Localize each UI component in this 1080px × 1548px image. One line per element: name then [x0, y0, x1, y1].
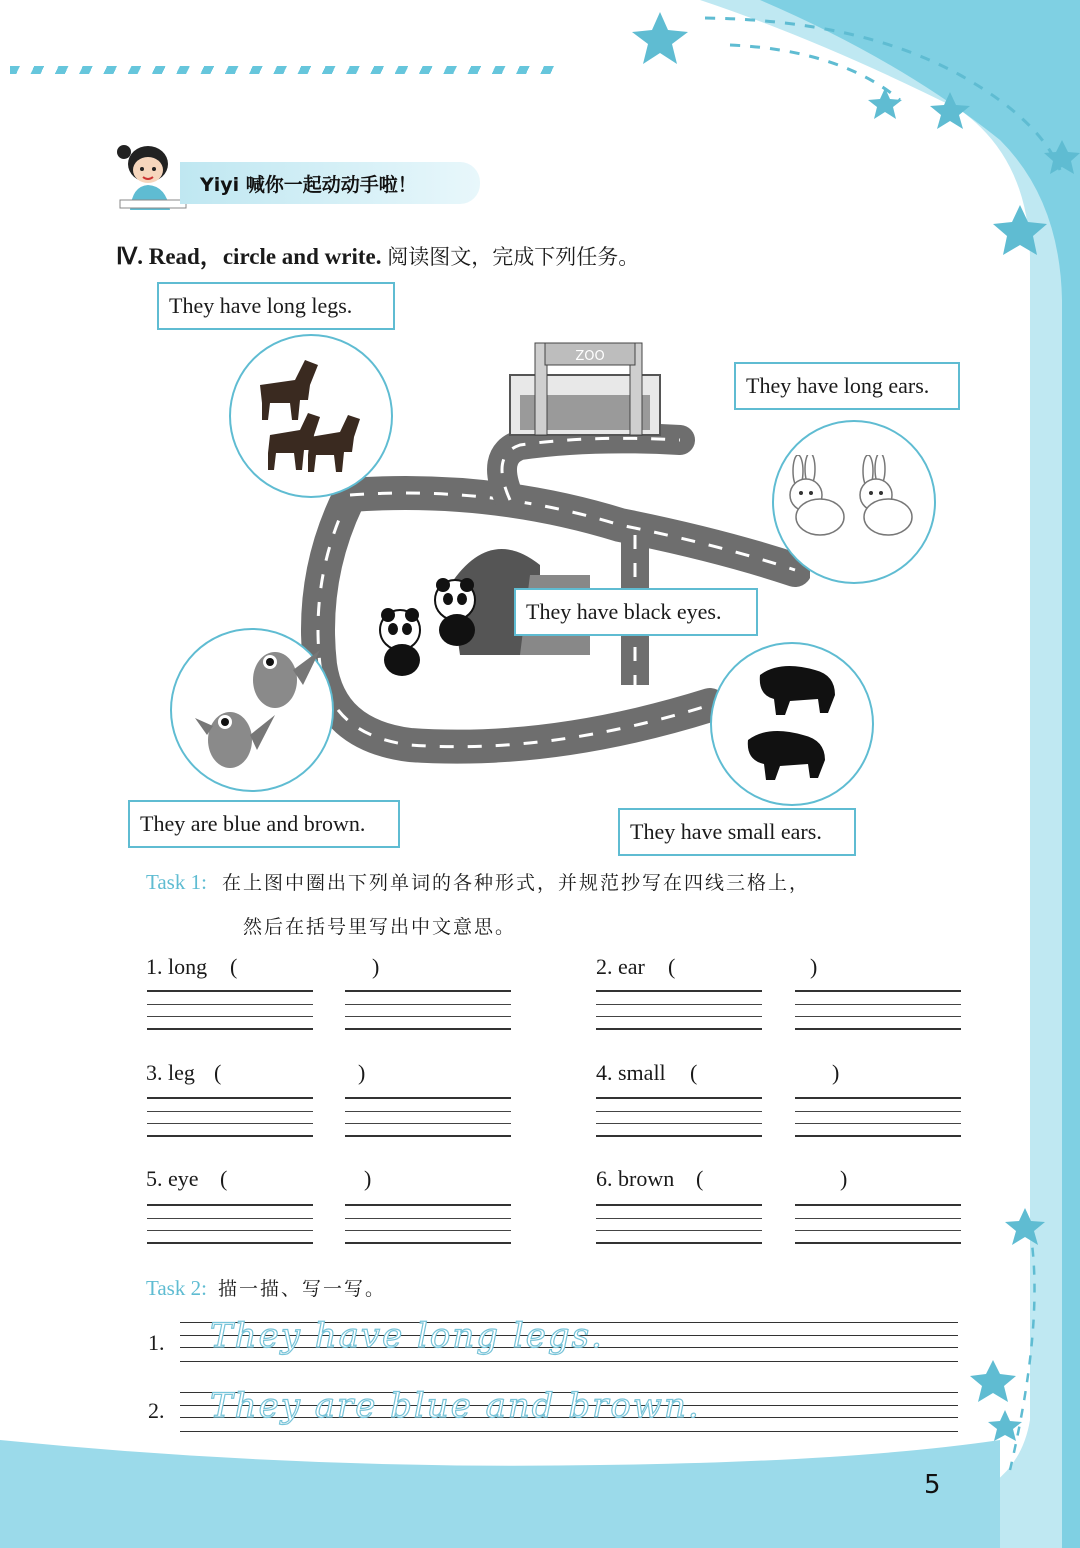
paren-close: ) [372, 954, 380, 979]
top-dashed-line [10, 66, 558, 74]
bird-icons [195, 640, 325, 780]
paren-open: ( [214, 1060, 222, 1085]
writing-grid-ear-2[interactable] [795, 990, 961, 1030]
writing-grid-eye-2[interactable] [345, 1204, 511, 1244]
task2-instruction-text: 描一描、写一写。 [218, 1278, 387, 1300]
callout-rabbits: They have long ears. [734, 362, 960, 410]
word-leg: 3. leg [146, 1060, 195, 1085]
paren-close: ) [364, 1166, 372, 1191]
task1-label: Task 1: [146, 870, 207, 894]
bear-icons [740, 655, 850, 785]
callout-horses: They have long legs. [157, 282, 395, 330]
paren-open: ( [690, 1060, 698, 1085]
writing-grid-leg-2[interactable] [345, 1097, 511, 1137]
word-long: 1. long [146, 954, 208, 979]
task2-instruction [146, 1274, 386, 1301]
girl-mascot-icon [110, 140, 190, 212]
writing-grid-eye-1[interactable] [147, 1204, 313, 1244]
word-ear: 2. ear [596, 954, 645, 979]
exercise-title-en: Read，circle and write. [148, 244, 382, 269]
paren-close: ) [832, 1060, 840, 1085]
page-number: 5 [924, 1470, 941, 1500]
word-small: 4. small [596, 1060, 666, 1085]
frame-bottom [0, 1440, 1000, 1548]
task1-instruction-line2: 然后在括号里写出中文意思。 [243, 916, 517, 938]
paren-open: ( [668, 954, 676, 979]
exercise-title-cn: 阅读图文，完成下列任务。 [387, 245, 640, 269]
task2-item-number: 2. [148, 1398, 165, 1423]
exercise-number: Ⅳ. [116, 244, 143, 269]
paren-open: ( [696, 1166, 704, 1191]
writing-grid-small-1[interactable] [596, 1097, 762, 1137]
paren-close: ) [810, 954, 818, 979]
callout-pandas: They have black eyes. [514, 588, 758, 636]
word-eye: 5. eye [146, 1166, 199, 1191]
horse-icons [240, 345, 380, 480]
writing-grid-leg-1[interactable] [147, 1097, 313, 1137]
paren-open: ( [230, 954, 238, 979]
rabbit-icons [780, 455, 920, 545]
trace-sentence-2: They are blue and brown. [210, 1386, 701, 1426]
writing-grid-long-1[interactable] [147, 990, 313, 1030]
writing-grid-brown-1[interactable] [596, 1204, 762, 1244]
task2-label: Task 2: [146, 1276, 207, 1300]
trace-sentence-1: They have long legs. [210, 1316, 604, 1356]
writing-grid-brown-2[interactable] [795, 1204, 961, 1244]
writing-grid-small-2[interactable] [795, 1097, 961, 1137]
exercise-heading [116, 238, 639, 271]
paren-open: ( [220, 1166, 228, 1191]
word-brown: 6. brown [596, 1166, 675, 1191]
panda-icons [380, 578, 475, 676]
writing-grid-ear-1[interactable] [596, 990, 762, 1030]
paren-close: ) [840, 1166, 848, 1191]
callout-bears: They have small ears. [618, 808, 856, 856]
paren-close: ) [358, 1060, 366, 1085]
callout-birds: They are blue and brown. [128, 800, 400, 848]
task1-instruction-line1: 在上图中圈出下列单词的各种形式，并规范抄写在四线三格上， [222, 872, 811, 894]
zoo-sign-text: ZOO [575, 349, 605, 364]
task2-item-number: 1. [148, 1330, 165, 1355]
task1-instruction [146, 868, 810, 895]
writing-grid-long-2[interactable] [345, 990, 511, 1030]
banner-text: Yiyi 喊你一起动动手啦！ [200, 174, 417, 196]
